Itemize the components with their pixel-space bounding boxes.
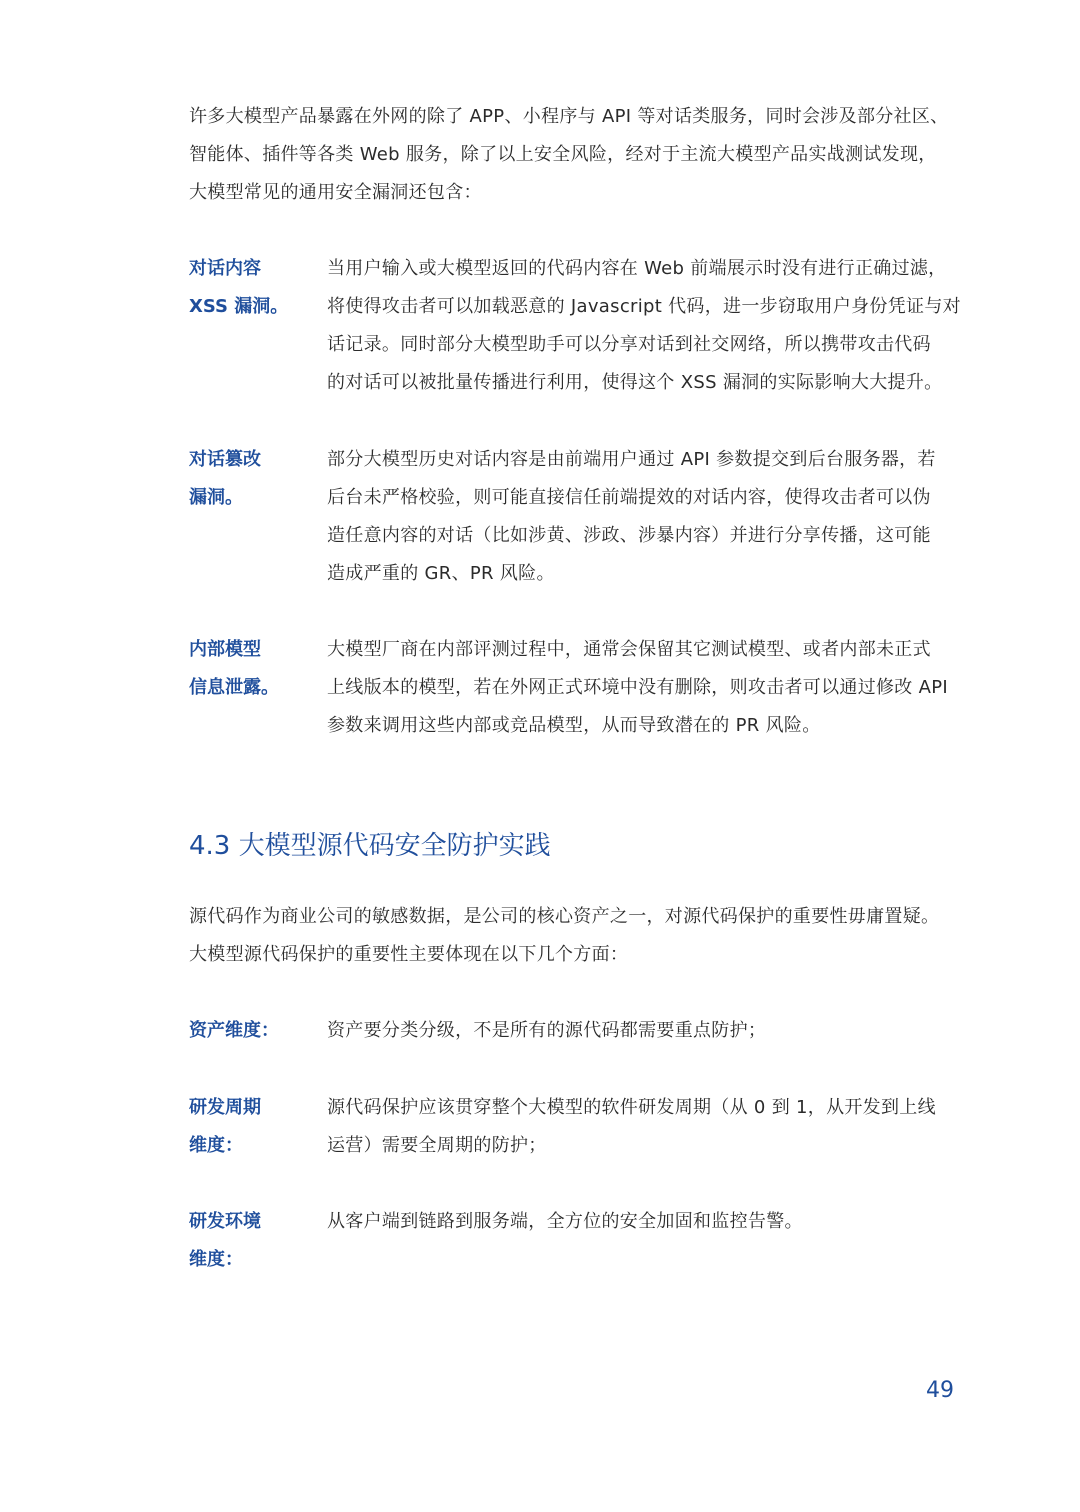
- vuln-description: [327, 441, 987, 593]
- section-intro-line: 大模型源代码保护的重要性主要体现在以下几个方面：: [189, 944, 629, 965]
- vuln-description-line: 大模型厂商在内部评测过程中，通常会保留其它测试模型、或者内部未正式: [327, 639, 931, 660]
- dimension-description-line: 从客户端到链路到服务端，全方位的安全加固和监控告警。: [327, 1211, 803, 1232]
- vuln-description-line: 上线版本的模型，若在外网正式环境中没有删除，则攻击者可以通过修改 API: [327, 677, 948, 698]
- dimension-label: [189, 1012, 309, 1050]
- vuln-description-line: 的对话可以被批量传播进行利用，使得这个 XSS 漏洞的实际影响大大提升。: [327, 372, 943, 393]
- dimension-label-line: 研发周期: [189, 1097, 261, 1118]
- vuln-description-line: 部分大模型历史对话内容是由前端用户通过 API 参数提交到后台服务器，若: [327, 449, 936, 470]
- dimension-description-line: 资产要分类分级，不是所有的源代码都需要重点防护；: [327, 1020, 767, 1041]
- vuln-label: [189, 631, 309, 707]
- page-number: 49: [926, 1378, 954, 1403]
- vuln-description-line: 后台未严格校验，则可能直接信任前端提效的对话内容，使得攻击者可以伪: [327, 487, 931, 508]
- vuln-description: [327, 631, 987, 745]
- section-title: 4.3 大模型源代码安全防护实践: [189, 831, 551, 861]
- section-intro-paragraph: [189, 898, 989, 974]
- vuln-label: [189, 250, 309, 326]
- vuln-description-line: 话记录。同时部分大模型助手可以分享对话到社交网络，所以携带攻击代码: [327, 334, 931, 355]
- dimension-label: [189, 1089, 309, 1165]
- vuln-description-line: 将使得攻击者可以加载恶意的 Javascript 代码，进一步窃取用户身份凭证与对: [327, 296, 961, 317]
- vuln-description-line: 造任意内容的对话（比如涉黄、涉政、涉暴内容）并进行分享传播，这可能: [327, 525, 931, 546]
- dimension-description-line: 源代码保护应该贯穿整个大模型的软件研发周期（从 0 到 1，从开发到上线: [327, 1097, 936, 1118]
- vuln-label: [189, 441, 309, 517]
- dimension-description: [327, 1089, 987, 1165]
- vuln-label-line: 对话篡改: [189, 449, 261, 470]
- intro-line: 智能体、插件等各类 Web 服务，除了以上安全风险，经对于主流大模型产品实战测试发现，: [189, 144, 937, 165]
- vuln-label-line: 信息泄露。: [189, 677, 279, 698]
- vuln-label-line: XSS 漏洞。: [189, 296, 289, 317]
- section-intro-line: 源代码作为商业公司的敏感数据，是公司的核心资产之一，对源代码保护的重要性毋庸置疑。: [189, 906, 940, 927]
- vuln-description: [327, 250, 987, 402]
- vuln-label-line: 对话内容: [189, 258, 261, 279]
- dimension-description: [327, 1012, 987, 1050]
- intro-line: 许多大模型产品暴露在外网的除了 APP、小程序与 API 等对话类服务，同时会涉及部分社区、: [189, 106, 949, 127]
- dimension-label-line: 维度：: [189, 1135, 243, 1156]
- dimension-label: [189, 1203, 309, 1279]
- vuln-description-line: 造成严重的 GR、PR 风险。: [327, 563, 555, 584]
- dimension-label-line: 维度：: [189, 1249, 243, 1270]
- intro-line: 大模型常见的通用安全漏洞还包含：: [189, 182, 482, 203]
- dimension-description-line: 运营）需要全周期的防护；: [327, 1135, 547, 1156]
- vuln-label-line: 漏洞。: [189, 487, 243, 508]
- dimension-label-line: 资产维度：: [189, 1020, 279, 1041]
- intro-paragraph: [189, 98, 989, 212]
- vuln-description-line: 当用户输入或大模型返回的代码内容在 Web 前端展示时没有进行正确过滤，: [327, 258, 947, 279]
- dimension-label-line: 研发环境: [189, 1211, 261, 1232]
- vuln-description-line: 参数来调用这些内部或竞品模型，从而导致潜在的 PR 风险。: [327, 715, 821, 736]
- dimension-description: [327, 1203, 987, 1241]
- vuln-label-line: 内部模型: [189, 639, 261, 660]
